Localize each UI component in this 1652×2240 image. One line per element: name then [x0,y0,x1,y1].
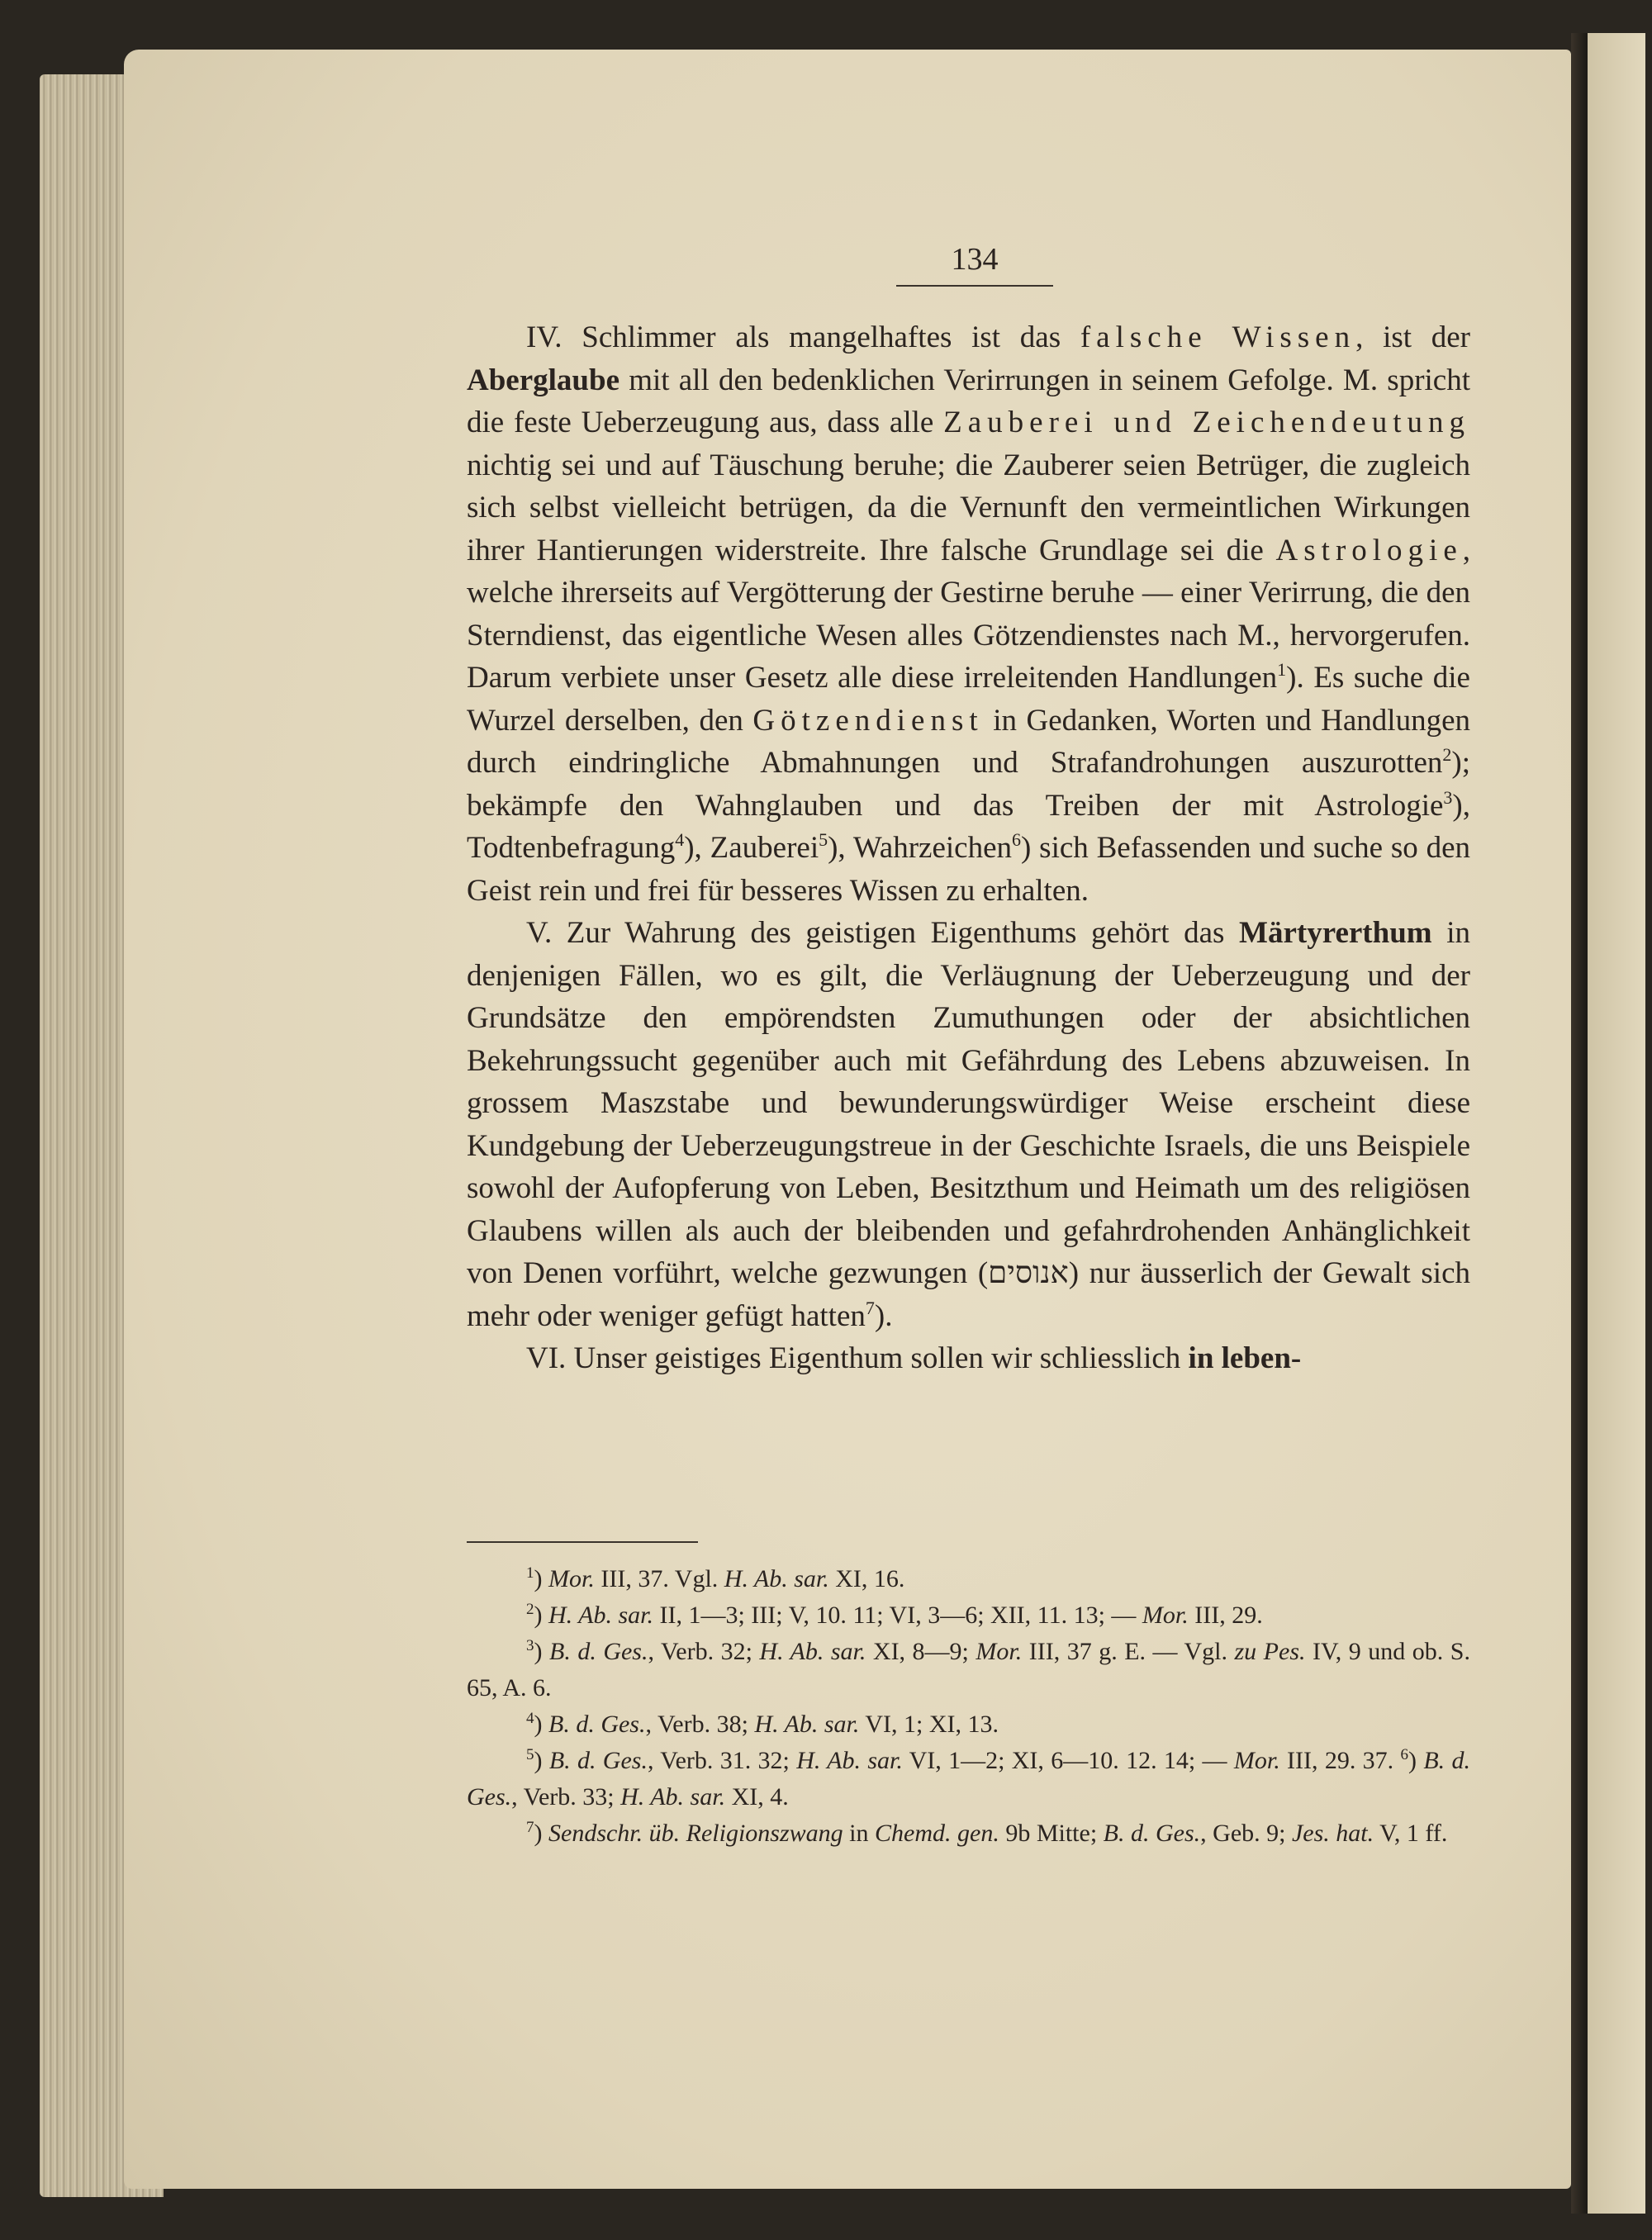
text-run: ), Todtenbefragung [467,788,1470,865]
text-run: ) [534,1711,548,1738]
text-run: B. d. Ges. [467,1747,1470,1811]
footnote-5-6 [467,1743,1470,1815]
text-run: Mor. [976,1638,1023,1665]
body-text [467,316,1470,1380]
text-run: III, 29. 37. [1279,1747,1401,1774]
text-run: , ist der [1355,320,1471,354]
text-run: Märtyrerthum [1239,916,1432,950]
text-run: , Geb. 9; [1200,1820,1292,1847]
text-run: ) sich Befassenden und suche so den Geist rein und frei für besseres Wissen zu erhalten. [467,831,1470,908]
text-run: ). [874,1298,893,1333]
footnote-marker: 7 [526,1819,534,1836]
text-run: , Verb. 38; [645,1711,755,1738]
book-gutter [1571,33,1588,2214]
text-run: III, 29. [1188,1602,1263,1629]
text-run: falsche Wissen [1080,320,1356,354]
text-run: nichtig sei und auf Täuschung beruhe; die Zauberer seien Betrüger, die zugleich sich selbst vielleicht betrügen, da die Vernunft den vermeintlichen Wirkungen ihrer Hantierungen widerstreite. Ihre falsche Grundlage sei die [467,448,1470,567]
text-run: Sendschr. üb. Religionszwang [548,1820,843,1847]
text-run: B. d. Ges. [548,1711,646,1738]
page-number: 134 [951,242,999,277]
text-run: in leben- [1188,1341,1302,1375]
text-run: אנוסים [988,1256,1069,1290]
text-run: II, 1—3; III; V, 10. 11; VI, 3—6; XII, 11. 13; — [653,1602,1142,1629]
footnote-1 [467,1561,1470,1597]
paragraph-v [467,912,1470,1337]
text-run: , welche ihrerseits auf Vergötterung der Gestirne beruhe — einer Verirrung, die den Sterndienst, das eigentliche Wesen alles Götzendienstes nach M., hervorgerufen. Darum verbiete unser Gesetz alle diese irreleitenden Handlungen [467,533,1470,695]
text-run: VI, 1—2; XI, 6—10. 12. 14; — [902,1747,1234,1774]
text-run: IV, 9 und ob. S. 65, A. 6. [467,1638,1470,1701]
footnote-marker: 6 [1400,1746,1409,1763]
footnote-marker: 1 [1277,659,1287,680]
text-run: H. Ab. sar. [759,1638,866,1665]
text-run: ) [534,1565,548,1592]
footnote-marker: 4 [675,829,685,850]
footnote-marker: 1 [526,1564,534,1582]
footnote-2 [467,1597,1470,1634]
text-run: ) nur äusserlich der Gewalt sich mehr oder weniger gefügt hatten [467,1256,1470,1333]
text-run: ) [534,1820,548,1847]
text-run: ), Wahrzeichen [828,831,1013,865]
paragraph-vi [467,1337,1470,1380]
text-run: XI, 8—9; [866,1638,976,1665]
text-run: Götzendienst [752,703,984,738]
text-run: B. d. Ges. [548,1747,648,1774]
text-run: Mor. [548,1565,595,1592]
text-run: ) [1408,1747,1424,1774]
text-run: XI, 4. [725,1783,789,1811]
text-run: Zauberei und Zeichendeutung [943,406,1470,439]
footnotes [467,1561,1470,1852]
text-run: ) [534,1602,548,1629]
adjacent-page-edge [1588,33,1645,2214]
text-run: III, 37 g. E. — Vgl. [1022,1638,1235,1665]
text-run: H. Ab. sar. [796,1747,903,1774]
footnote-marker: 2 [526,1601,534,1618]
footnote-marker: 2 [1442,744,1452,765]
text-run: ) [534,1638,549,1665]
page-number-rule [896,285,1053,287]
text-run: in [843,1820,876,1847]
text-run: , Verb. 33; [511,1783,621,1811]
text-run: zu Pes. [1234,1638,1306,1665]
footnote-4 [467,1706,1470,1743]
text-run: 9b Mitte; [999,1820,1104,1847]
text-run: Mor. [1233,1747,1280,1774]
text-run: VI. Unser geistiges Eigenthum sollen wir schliesslich [526,1341,1189,1375]
text-run: Mor. [1142,1602,1189,1629]
footnote-7 [467,1815,1470,1852]
paragraph-iv [467,316,1470,912]
text-run: ) [534,1747,549,1774]
footnote-rule [467,1541,698,1543]
text-run: in denjenigen Fällen, wo es gilt, die Verläugnung der Ueberzeugung und der Grundsätze den empörendsten Zumuthungen oder der absichtlichen Bekehrungssucht gegenüber auch mit Gefährdung des Lebens abzuweisen. In grossem Maszstabe und bewunderungswürdiger Weise erscheint diese Kundgebung der Ueberzeugungstreue in der Geschichte Israels, die uns Beispiele sowohl der Aufopferung von Leben, Besitzthum und Heimath um des religiösen Glaubens willen als auch der bleibenden und gefahrdrohenden Anhänglichkeit von Denen vorführt, welche gezwungen ( [467,916,1470,1290]
text-run: VI, 1; XI, 13. [859,1711,999,1738]
footnote-marker: 4 [526,1710,534,1727]
text-run: Jes. hat. [1291,1820,1374,1847]
footnote-3 [467,1634,1470,1706]
footnote-marker: 5 [526,1746,534,1763]
text-run: H. Ab. sar. [754,1711,860,1738]
text-run: Chemd. gen. [875,1820,999,1847]
text-run: H. Ab. sar. [620,1783,726,1811]
text-run: H. Ab. sar. [548,1602,653,1629]
text-run: ), Zauberei [684,831,819,865]
text-run: , Verb. 31. 32; [647,1747,797,1774]
text-run: V. Zur Wahrung des geistigen Eigenthums gehört das [526,916,1240,950]
footnote-marker: 6 [1012,829,1022,850]
footnote-marker: 7 [865,1297,875,1318]
text-run: XI, 16. [828,1565,905,1592]
text-run: , Verb. 32; [648,1638,760,1665]
text-run: Aberglaube [467,363,620,397]
text-run: IV. Schlimmer als mangelhaftes ist das [526,320,1080,354]
text-run: B. d. Ges. [549,1638,648,1665]
footnote-marker: 5 [819,829,828,850]
text-run: H. Ab. sar. [724,1565,829,1592]
text-run: Astrologie [1275,533,1463,567]
footnote-marker: 3 [1443,786,1453,808]
text-run: mit all den bedenklichen Verirrungen in seinem Gefolge. M. spricht die feste Ueberzeugung aus, dass alle [467,363,1470,439]
text-run: V, 1 ff. [1374,1820,1448,1847]
text-run: ); bekämpfe den Wahnglauben und das Treiben der mit Astrologie [467,746,1470,823]
text-run: B. d. Ges. [1103,1820,1201,1847]
text-run: in Gedanken, Worten und Handlungen durch eindringliche Abmahnungen und Strafandrohungen auszurotten [467,703,1470,780]
footnote-marker: 3 [526,1637,534,1654]
text-run: III, 37. Vgl. [594,1565,724,1592]
text-run: ). Es suche die Wurzel derselben, den [467,661,1470,738]
